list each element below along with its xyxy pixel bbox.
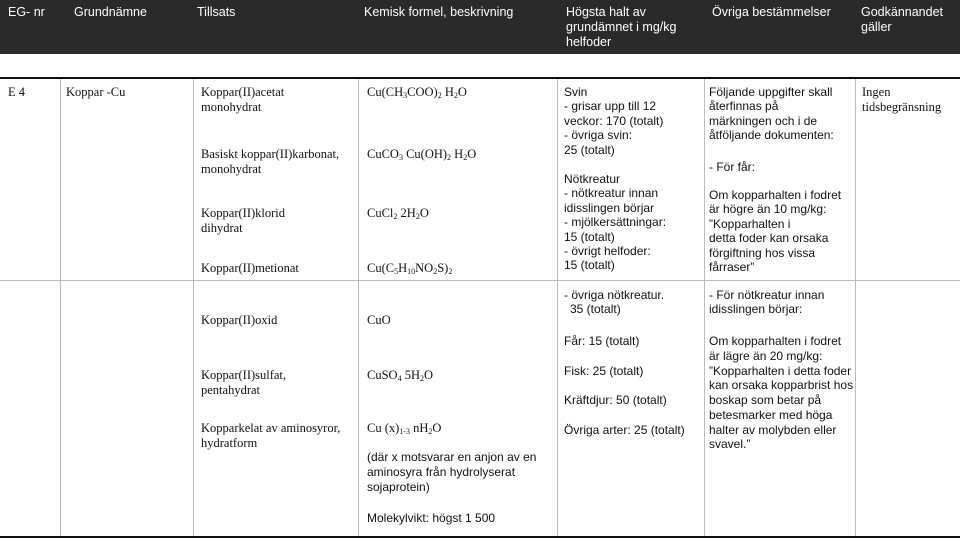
column-divider [855, 79, 856, 536]
column-divider [193, 79, 194, 536]
header-tillsats: Tillsats [197, 5, 236, 19]
header-grundnamne: Grundnämne [74, 5, 147, 19]
formula-karbonat: CuCO$_3$ $Cu(OH)_2$ $H_2O$ [367, 147, 477, 162]
header-ovriga-bestammelser: Övriga bestämmelser [712, 5, 831, 19]
validity-cell: Ingen tidsbegränsning [862, 85, 942, 114]
column-divider [60, 79, 61, 536]
formula-molecular-weight: Molekylvikt: högst 1 500 [367, 511, 496, 525]
formula-metionat: $Cu(C_5H_{10}NO_2S)_2$ [367, 261, 453, 276]
formula-kelat-note: (där x motsvarar en anjon av en aminosyra från hydrolyserat sojaprotein) [367, 450, 537, 494]
column-divider [557, 79, 558, 536]
additive-kopparsulfat: Koppar(II)sulfat, pentahydrat [201, 368, 287, 397]
row-divider [0, 280, 960, 281]
provision-notkreatur-warning: Om kopparhalten i fodret är lägre än 20 mg/kg: ”Kopparhalten i detta foder kan orsaka kopparbrist hos boskap som betar på betesmarker med höga halter av molybden eller svavel.” [709, 334, 854, 452]
header-godkannandet: Godkännandet gäller [861, 5, 944, 34]
formula-oxid: CuO [367, 313, 391, 327]
limit-fisk: Fisk: 25 (totalt) [564, 364, 644, 378]
header-rule [0, 77, 960, 79]
header-eg-nr: EG- nr [8, 5, 45, 19]
additive-kopparoxid: Koppar(II)oxid [201, 313, 278, 327]
formula-kelat: Cu $(x)_{1-3}$ $nH_2O$ [367, 421, 442, 436]
formula-acetat: $Cu(CH_3COO)_2$ $H_2O$ [367, 85, 467, 100]
limit-ovriga-arter: Övriga arter: 25 (totalt) [564, 423, 685, 437]
formula-sulfat: CuSO$_4$ $5H_2O$ [367, 368, 434, 383]
additive-kopparkelat: Kopparkelat av aminosyror, hydratform [201, 421, 341, 450]
header-kemisk-formel: Kemisk formel, beskrivning [364, 5, 514, 19]
additive-kopparacetat: Koppar(II)acetat monohydrat [201, 85, 285, 114]
header-hogsta-halt: Högsta halt av grundämnet i mg/kg helfoder [566, 5, 677, 49]
limit-ovriga-notkreatur: - övriga nötkreatur. 35 (totalt) [564, 288, 665, 317]
grundnamne-cell: Koppar -Cu [66, 85, 126, 99]
formula-klorid: CuCl$_2$ $2H_2O$ [367, 206, 429, 221]
limit-notkreatur: Nötkreatur - nötkreatur innan idisslingen börjar - mjölkersättningar: 15 (totalt) - övrigt helfoder: 15 (totalt) [564, 172, 667, 273]
limit-svin: Svin - grisar upp till 12 veckor: 170 (totalt) - övriga svin: 25 (totalt) [564, 85, 664, 157]
additive-kopparklorid: Koppar(II)klorid dihydrat [201, 206, 285, 235]
limit-kraftdjur: Kräftdjur: 50 (totalt) [564, 393, 667, 407]
additive-kopparkarbonat: Basiskt koppar(II)karbonat, monohydrat [201, 147, 340, 176]
column-divider [358, 79, 359, 536]
additive-kopparmetionat: Koppar(II)metionat [201, 261, 299, 275]
column-divider [704, 79, 705, 536]
provision-far-warning: Om kopparhalten i fodret är högre än 10 mg/kg: ”Kopparhalten i detta foder kan orsaka förgiftning hos vissa fårraser” [709, 188, 842, 274]
eg-nr-cell: E 4 [8, 85, 26, 99]
provision-for-notkreatur: - För nötkreatur innan idisslingen börjar: [709, 288, 825, 317]
provision-labelling: Följande uppgifter skall återfinnas på märkningen och i de åtföljande dokumenten: [709, 85, 834, 143]
table-header [0, 0, 960, 54]
limit-far: Får: 15 (totalt) [564, 334, 640, 348]
provision-for-far: - För får: [709, 160, 756, 174]
